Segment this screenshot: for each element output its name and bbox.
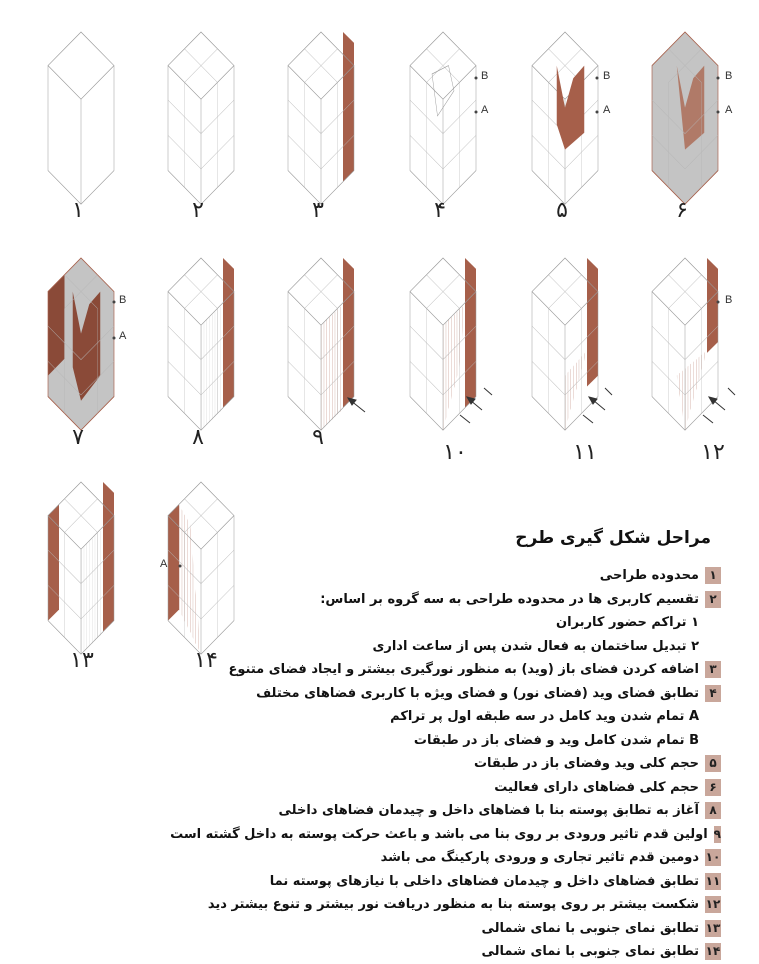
- step-3-box: [288, 32, 354, 204]
- step-number-9: ۹: [312, 425, 324, 450]
- legend-item: [201, 682, 721, 706]
- legend-item-text: تطابق فضای وید (فضای نور) و فضای ویژه با کاربری فضاهای مختلف: [256, 685, 699, 701]
- legend-item-number: ۵: [705, 755, 721, 772]
- legend-item: [170, 823, 721, 847]
- label-a-14: A: [160, 558, 168, 570]
- legend-item-text: اضافه کردن فضای باز (وید) به منظور نورگیری بیشتر و ایجاد فضای متنوع: [228, 662, 699, 678]
- legend-item-text: حجم کلی وید وفضای باز در طبقات: [473, 756, 699, 772]
- legend-item: [201, 846, 721, 870]
- step-2-box: [168, 32, 234, 204]
- legend-item: [201, 705, 721, 729]
- legend-item-text: ۲ تبدیل ساختمان به فعال شدن پس از ساعت اداری: [372, 638, 699, 654]
- legend-item-number: ۱۴: [705, 944, 721, 959]
- step-8-box: [168, 258, 234, 430]
- step-number-12: ۱۲: [701, 440, 725, 465]
- legend-item-number: ۱۱: [705, 873, 721, 888]
- step-number-3: ۳: [312, 198, 324, 223]
- legend-item: [201, 588, 721, 612]
- legend-item: [201, 564, 721, 588]
- step-number-6: ۶: [676, 198, 688, 223]
- legend-item-text: تطابق نمای جنوبی با نمای شمالی: [481, 920, 699, 936]
- marker-dots: [113, 77, 720, 568]
- legend-item: [201, 611, 721, 635]
- arrow-group-12: [703, 388, 735, 423]
- legend-item: [201, 917, 721, 941]
- legend-item-number: ۳: [705, 661, 721, 678]
- step-12-box: [652, 258, 718, 430]
- legend-item-number: ۲: [705, 591, 721, 608]
- legend-item: [201, 893, 721, 917]
- label-a-4: A: [481, 104, 489, 116]
- legend-item-number: ۸: [705, 802, 721, 819]
- legend-item-text: تطابق نمای جنوبی با نمای شمالی: [481, 944, 699, 960]
- step-number-5: ۵: [556, 198, 568, 223]
- step-number-8: ۸: [192, 425, 204, 450]
- legend-item-text: A تمام شدن وید کامل در سه طبقه اول پر تراکم: [390, 709, 699, 725]
- legend-item: [201, 799, 721, 823]
- legend-item-text: تطابق فضاهای داخل و چیدمان فضاهای داخلی با نیازهای پوسته نما: [269, 873, 699, 889]
- legend-item-number: ۴: [705, 685, 721, 702]
- legend-item-text: ۱ تراکم حضور کاربران: [556, 615, 699, 631]
- legend: [170, 528, 721, 964]
- legend-item-text: تقسیم کاربری ها در محدوده طراحی به سه گروه بر اساس:: [320, 591, 699, 607]
- legend-item: [201, 729, 721, 753]
- legend-item-text: شکست بیشتر بر روی پوسته بنا به منظور دریافت نور بیشتر و تنوع بیشتر دید: [207, 897, 699, 913]
- legend-title: مراحل شکل گیری طرح: [515, 528, 711, 548]
- step-number-14: ۱۴: [194, 648, 218, 673]
- legend-item-text: B تمام شدن کامل وید و فضای باز در طبقات: [413, 732, 699, 748]
- label-b-6: B: [725, 70, 733, 82]
- step-number-2: ۲: [192, 198, 204, 223]
- legend-item-number: ۱: [705, 567, 721, 584]
- step-number-4: ۴: [434, 198, 446, 223]
- legend-item-number: ۱۳: [705, 920, 721, 935]
- step-number-10: ۱۰: [443, 440, 467, 465]
- step-number-1: ۱: [72, 198, 84, 223]
- step-1-box: [48, 32, 114, 204]
- legend-item-number: ۹: [713, 826, 721, 841]
- legend-item: [201, 635, 721, 659]
- legend-item: [201, 870, 721, 894]
- legend-item: [201, 940, 721, 964]
- step-11-box: [532, 258, 598, 430]
- legend-item: [201, 752, 721, 776]
- label-a-6: A: [725, 104, 733, 116]
- label-b-12: B: [725, 294, 733, 306]
- step-number-11: ۱۱: [573, 440, 597, 465]
- step-4-box: [410, 32, 476, 204]
- arrow-group-9: [348, 398, 365, 412]
- label-a-5: A: [603, 104, 611, 116]
- legend-list: [170, 564, 721, 964]
- legend-item-number: ۱۲: [705, 897, 721, 912]
- legend-item-number: ۱۰: [705, 850, 721, 865]
- label-a-7: A: [119, 330, 127, 342]
- label-b-5: B: [603, 70, 611, 82]
- step-9-box: [288, 258, 354, 430]
- legend-item: [201, 658, 721, 682]
- legend-item-text: اولین قدم تاثیر ورودی بر روی بنا می باشد و باعث حرکت پوسته به داخل گشته است: [170, 826, 708, 842]
- step-10-box: [410, 258, 476, 430]
- step-7-box: [48, 258, 114, 430]
- label-b-4: B: [481, 70, 489, 82]
- step-13-box: [48, 482, 114, 654]
- step-6-box: [652, 32, 718, 204]
- legend-item-text: آغاز به تطابق پوسته بنا با فضاهای داخل و چیدمان فضاهای داخلی: [278, 803, 699, 819]
- step-number-13: ۱۳: [70, 648, 94, 673]
- step-number-7: ۷: [72, 425, 84, 450]
- label-b-7: B: [119, 294, 127, 306]
- legend-item-text: حجم کلی فضاهای دارای فعالیت: [494, 779, 699, 795]
- legend-item: [201, 776, 721, 800]
- legend-item-text: دومین قدم تاثیر تجاری و ورودی پارکینگ می باشد: [380, 850, 699, 866]
- legend-item-number: ۶: [705, 779, 721, 796]
- legend-item-text: محدوده طراحی: [599, 568, 699, 584]
- step-5-box: [532, 32, 598, 204]
- arrow-group-11: [583, 388, 612, 423]
